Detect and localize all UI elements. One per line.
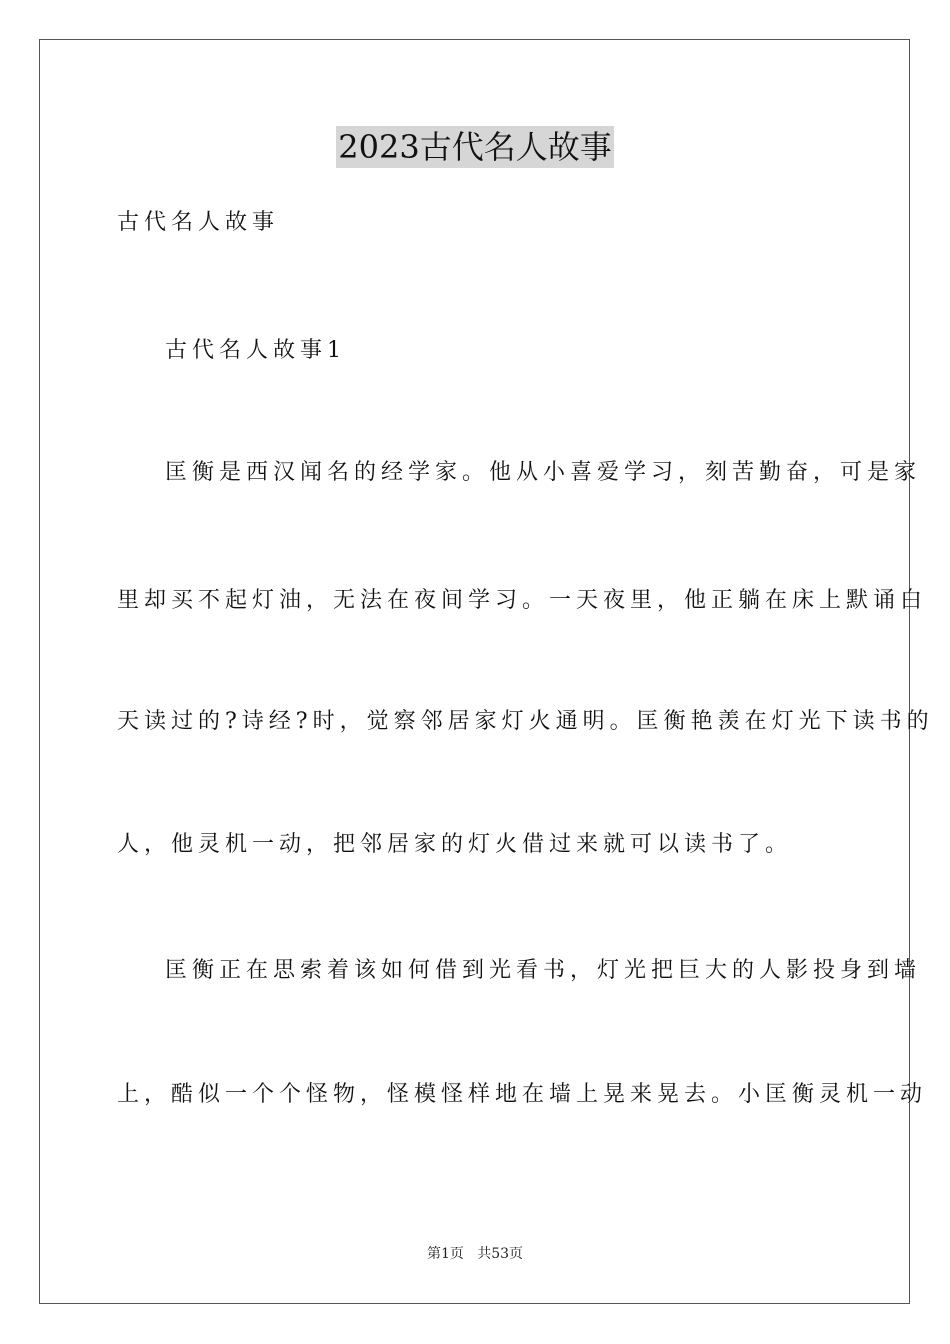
title-container <box>0 126 950 168</box>
section-heading: 古代名人故事1 <box>165 338 346 363</box>
paragraph-line: 上，酷似一个个怪物，怪模怪样地在墙上晃来晃去。小匡衡灵机一动 <box>117 1082 928 1107</box>
document-title: 2023古代名人故事 <box>338 128 612 166</box>
paragraph-line: 里却买不起灯油，无法在夜间学习。一天夜里，他正躺在床上默诵白 <box>117 588 928 613</box>
paragraph-line: 匡衡是西汉闻名的经学家。他从小喜爱学习，刻苦勤奋，可是家 <box>165 460 922 485</box>
paragraph-line: 人，他灵机一动，把邻居家的灯火借过来就可以读书了。 <box>117 832 793 857</box>
page-footer: 第1页 共53页 <box>426 1246 524 1262</box>
paragraph-line: 匡衡正在思索着该如何借到光看书，灯光把巨大的人影投身到墙 <box>165 958 922 983</box>
subtitle: 古代名人故事 <box>117 210 280 235</box>
paragraph-line: 天读过的?诗经?时，觉察邻居家灯火通明。匡衡艳羡在灯光下读书的 <box>117 709 934 734</box>
